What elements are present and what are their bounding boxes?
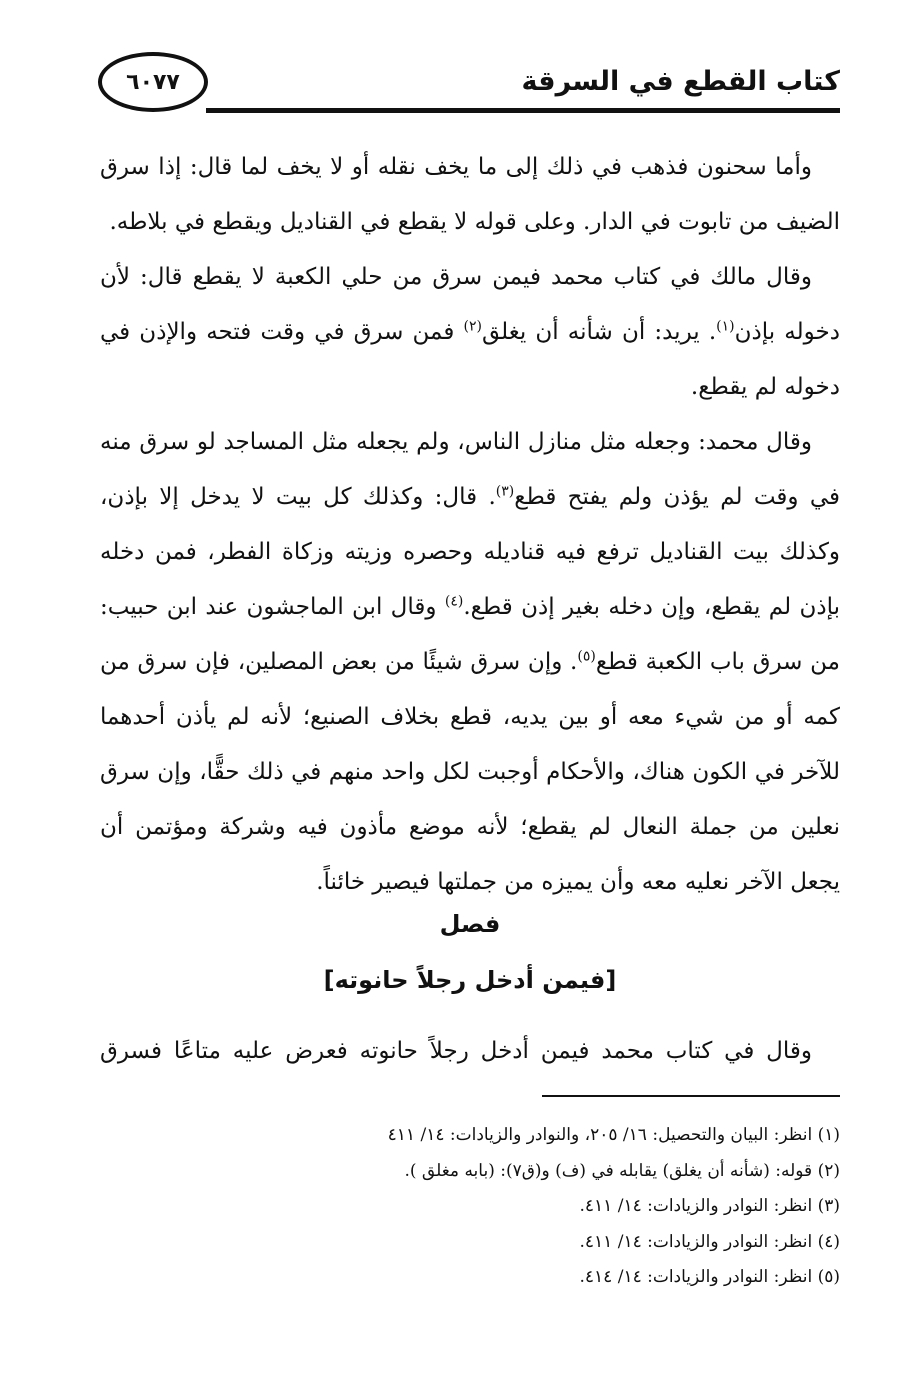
paragraph-3-part-b: . قال: وكذلك كل بيت لا يدخل إلا بإذن، وكذلك بيت القناديل ترفع فيه قناديله وحصره وزيته وزكاة الفطر، فمن دخله بإذن لم يقطع، وإن دخله بغير إذن قطع. [100, 484, 841, 620]
header-rule [206, 108, 840, 113]
paragraph-4: وقال في كتاب محمد فيمن أدخل رجلاً حانوته فعرض عليه متاعًا فسرق [100, 1038, 812, 1064]
footnote-3: (٣) انظر: النوادر والزيادات: ١٤/ ٤١١. [579, 1196, 840, 1216]
paragraph-1: وأما سحنون فذهب في ذلك إلى ما يخف نقله أو لا يخف لما قال: إذا سرق الضيف من تابوت في الدار. وعلى قوله لا يقطع في القناديل ويقطع في بلاطه. [100, 154, 840, 235]
page-number: ٦٠٧٧ [98, 52, 208, 112]
paragraph-2-part-c: فمن سرق في وقت فتحه والإذن في دخوله لم يقطع. [100, 319, 840, 400]
section-subheading: [فيمن أدخل رجلاً حانوته] [323, 966, 617, 994]
paragraph-2-part-b: . يريد: أن شأنه أن يغلق [481, 319, 717, 345]
footnote-5: (٥) انظر: النوادر والزيادات: ١٤/ ٤١٤. [579, 1267, 840, 1287]
paragraph-3-part-c: وقال ابن الماجشون عند ابن حبيب: من سرق باب الكعبة قطع [100, 594, 840, 675]
footnote-ref-4: (٤) [444, 593, 464, 610]
paragraph-3-part-d: . وإن سرق شيئًا من بعض المصلين، فإن سرق من كمه أو من شيء معه أو بين يديه، قطع بخلاف الصنيع؛ لأنه لم يأذن أحدهما للآخر في الكون هناك، والأحكام أوجبت لكل واحد منهم في ذلك حقًّا، وإن سرق نعلين من جملة النعال لم يقطع؛ لأنه موضع مأذون فيه وشركة ومؤتمن أن يجعل الآخر نعليه معه وأن يميزه من جملتها فيصير خائناً. [100, 649, 840, 895]
paragraph-2 [100, 250, 840, 415]
section-heading: فصل [439, 910, 501, 938]
paragraph-2-part-a: وقال مالك في كتاب محمد فيمن سرق من حلي الكعبة لا يقطع قال: لأن دخوله بإذن [100, 264, 840, 345]
footnote-separator [542, 1095, 840, 1097]
footnote-1: (١) انظر: البيان والتحصيل: ١٦/ ٢٠٥، والنوادر والزيادات: ١٤/ ٤١١ [387, 1125, 840, 1145]
paragraph-3 [100, 415, 840, 910]
footnote-ref-2: (٢) [463, 318, 482, 335]
paragraph-3-part-a: وقال محمد: وجعله مثل منازل الناس، ولم يجعله مثل المساجد لو سرق منه في وقت لم يؤذن ولم يفتح قطع [100, 429, 841, 510]
footnotes [100, 1118, 840, 1296]
footnote-ref-1: (١) [716, 318, 735, 335]
body-text [100, 140, 840, 910]
footnote-ref-5: (٥) [577, 648, 596, 665]
book-title: كتاب القطع في السرقة [521, 66, 840, 97]
footnote-ref-3: (٣) [495, 483, 515, 500]
page-header [90, 40, 840, 120]
footnote-4: (٤) انظر: النوادر والزيادات: ١٤/ ٤١١. [579, 1231, 840, 1252]
footnote-2: (٢) قوله: (شأنه أن يغلق) يقابله في (ف) و(ق٧): (بابه مغلق ). [404, 1160, 840, 1181]
